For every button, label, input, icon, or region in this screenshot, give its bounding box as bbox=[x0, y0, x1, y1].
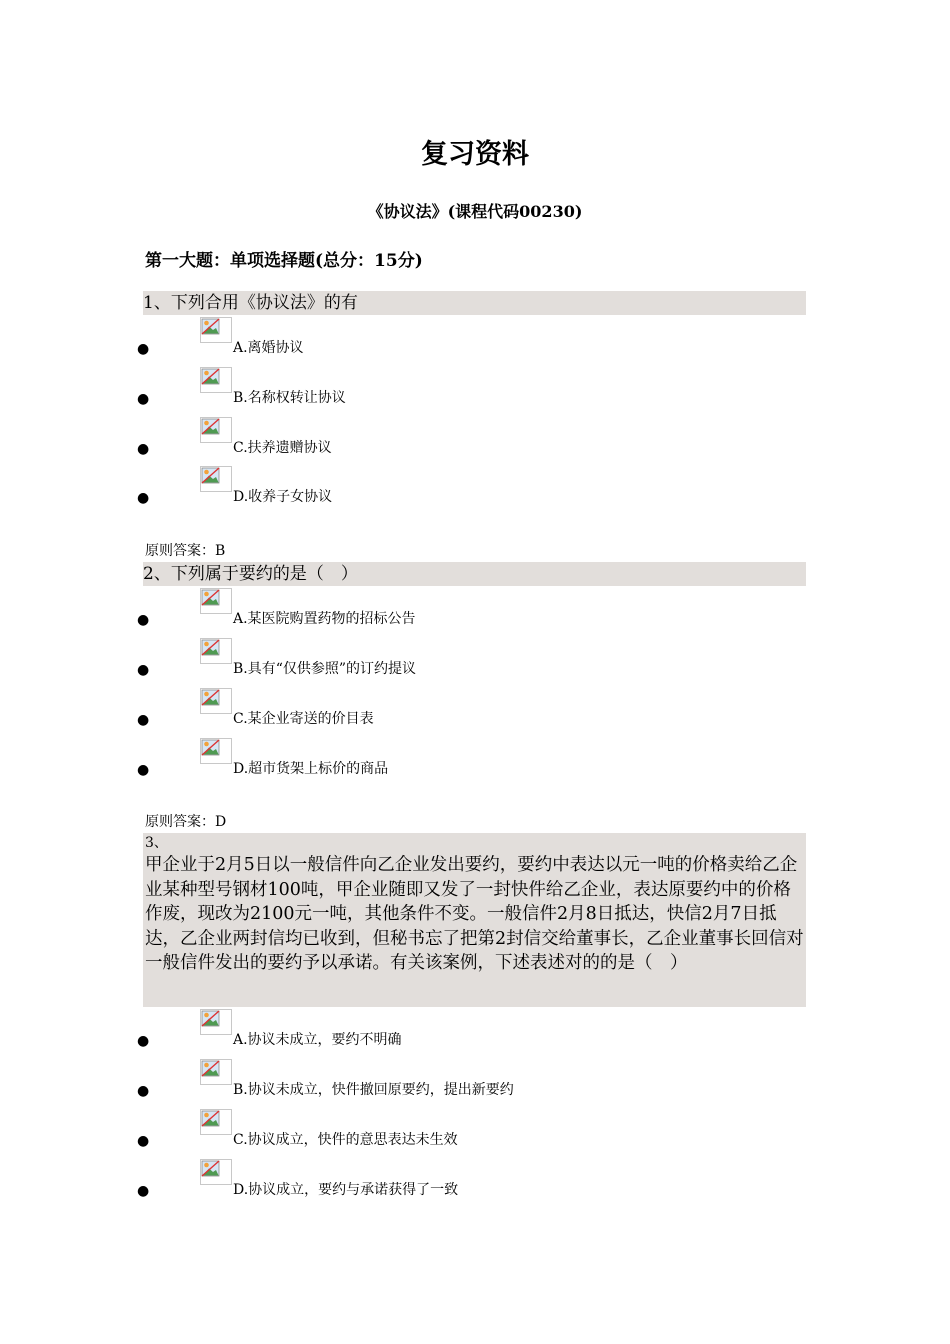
bullet-icon: ● bbox=[137, 712, 150, 728]
broken-image-icon bbox=[200, 588, 232, 614]
course-subtitle: 《协议法》(课程代码00230) bbox=[367, 202, 583, 221]
option-label: D.超市货架上标价的商品 bbox=[233, 761, 389, 777]
option-label: C.扶养遗赠协议 bbox=[233, 440, 332, 456]
question-3-option-b[interactable] bbox=[0, 1059, 950, 1099]
question-1-option-d[interactable] bbox=[0, 466, 950, 506]
bullet-icon: ● bbox=[137, 391, 150, 407]
bullet-icon: ● bbox=[137, 662, 150, 678]
question-1-answer: 原则答案：B bbox=[145, 543, 226, 559]
broken-image-icon bbox=[200, 638, 232, 664]
option-label: B.具有“仅供参照”的订约提议 bbox=[233, 661, 417, 677]
bullet-icon: ● bbox=[137, 612, 150, 628]
option-label: A.离婚协议 bbox=[233, 340, 304, 356]
question-1-stem: 1、下列合用《协议法》的有 bbox=[143, 291, 806, 315]
broken-image-icon bbox=[200, 1159, 232, 1185]
bullet-icon: ● bbox=[137, 1183, 150, 1199]
broken-image-icon bbox=[200, 1109, 232, 1135]
option-label: B.名称权转让协议 bbox=[233, 390, 346, 406]
bullet-icon: ● bbox=[137, 1033, 150, 1049]
broken-image-icon bbox=[200, 417, 232, 443]
document-title: 复习资料 bbox=[421, 139, 529, 170]
question-3-stem-block bbox=[143, 833, 806, 1007]
broken-image-icon bbox=[200, 466, 232, 492]
broken-image-icon bbox=[200, 1009, 232, 1035]
broken-image-icon bbox=[200, 1059, 232, 1085]
bullet-icon: ● bbox=[137, 1133, 150, 1149]
question-3-number: 3、 bbox=[145, 835, 168, 851]
question-3-option-d[interactable] bbox=[0, 1159, 950, 1199]
bullet-icon: ● bbox=[137, 490, 150, 506]
section-heading: 第一大题：单项选择题(总分：15分) bbox=[145, 251, 423, 271]
option-label: C.某企业寄送的价目表 bbox=[233, 711, 374, 727]
question-2-answer: 原则答案：D bbox=[145, 814, 227, 830]
bullet-icon: ● bbox=[137, 762, 150, 778]
bullet-icon: ● bbox=[137, 441, 150, 457]
broken-image-icon bbox=[200, 688, 232, 714]
broken-image-icon bbox=[200, 317, 232, 343]
question-2-option-c[interactable] bbox=[0, 688, 950, 728]
question-3-option-a[interactable] bbox=[0, 1009, 950, 1049]
option-label: D.收养子女协议 bbox=[233, 489, 333, 505]
question-1-option-b[interactable] bbox=[0, 367, 950, 407]
question-2-option-d[interactable] bbox=[0, 738, 950, 778]
option-label: C.协议成立，快件的意思表达未生效 bbox=[233, 1132, 458, 1148]
question-1-option-a[interactable] bbox=[0, 317, 950, 357]
question-1-option-c[interactable] bbox=[0, 417, 950, 457]
bullet-icon: ● bbox=[137, 341, 150, 357]
option-label: B.协议未成立，快件撤回原要约，提出新要约 bbox=[233, 1082, 514, 1098]
question-2-option-a[interactable] bbox=[0, 588, 950, 628]
question-3-option-c[interactable] bbox=[0, 1109, 950, 1149]
broken-image-icon bbox=[200, 738, 232, 764]
broken-image-icon bbox=[200, 367, 232, 393]
option-label: D.协议成立，要约与承诺获得了一致 bbox=[233, 1182, 459, 1198]
bullet-icon: ● bbox=[137, 1083, 150, 1099]
question-3-stem: 甲企业于2月5日以一般信件向乙企业发出要约，要约中表达以元一吨的价格卖给乙企业某种型号钢材100吨，甲企业随即又发了一封快件给乙企业，表达原要约中的价格作废，现改为2100元一吨，其他条件不变。一般信件2月8日抵达，快信2月7日抵达，乙企业两封信均已收到，但秘书忘了把第2封信交给董事长，乙企业董事长回信对一般信件发出的要约予以承诺。有关该案例，下述表述对的的是（ ） bbox=[145, 855, 804, 973]
question-2-option-b[interactable] bbox=[0, 638, 950, 678]
option-label: A.某医院购置药物的招标公告 bbox=[233, 611, 416, 627]
option-label: A.协议未成立，要约不明确 bbox=[233, 1032, 402, 1048]
question-2-stem: 2、下列属于要约的是（ ） bbox=[143, 562, 806, 586]
